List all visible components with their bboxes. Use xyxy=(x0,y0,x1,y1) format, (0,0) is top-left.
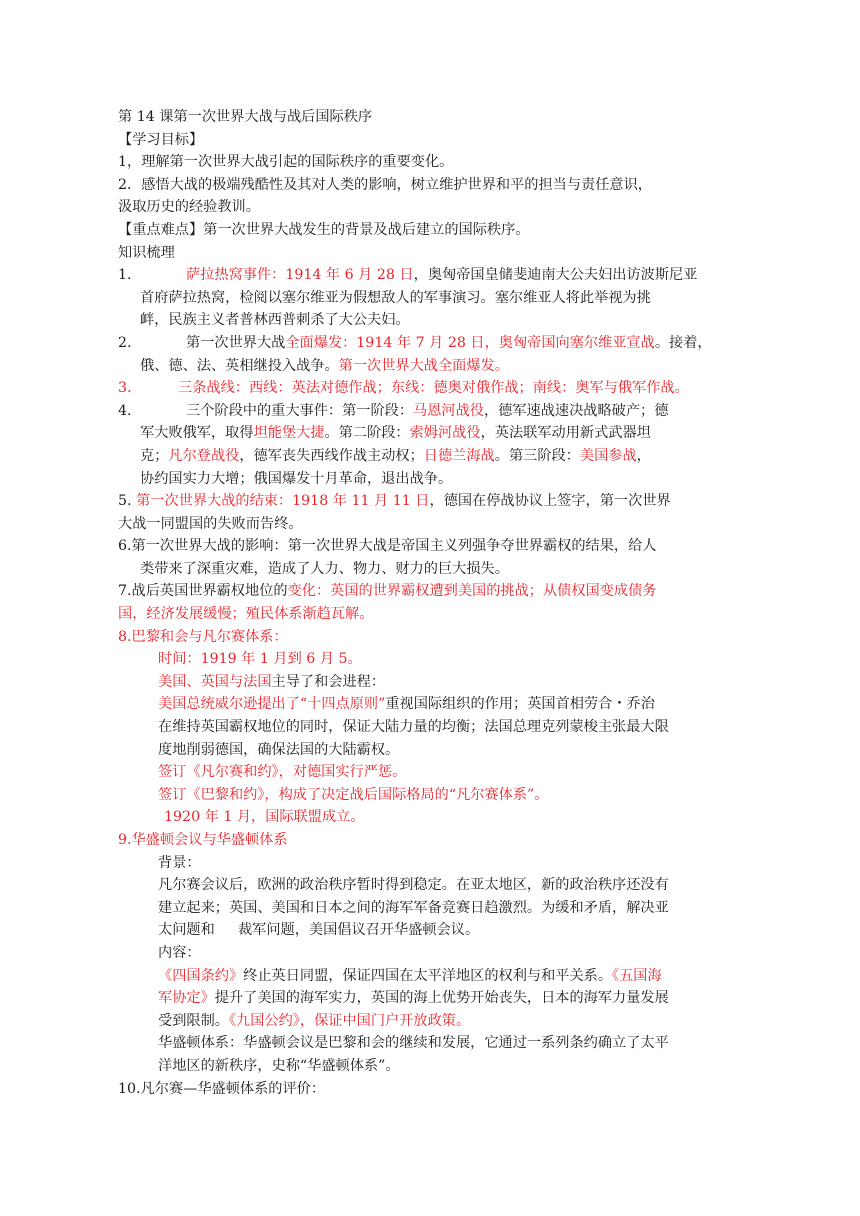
key-points xyxy=(118,219,734,242)
item-1-line-3: 衅，民族主义者普林西普刺杀了大公夫妇。 xyxy=(140,312,410,329)
item-8-leaders xyxy=(118,671,734,694)
item-9-system-line-2: 洋地区的新秩序，史称“华盛顿体系”。 xyxy=(158,1057,400,1074)
item-8-para-line-2: 在维持英国霸权地位的同时，保证大陆力量的均衡；法国总理克列蒙梭主张最大限 xyxy=(158,719,669,736)
item-8-sign-2: 签订《巴黎和约》，构成了决定战后国际格局的“凡尔赛体系”。 xyxy=(158,786,549,803)
item-4-line-1 xyxy=(118,400,734,423)
item-9-content-label: 内容： xyxy=(158,944,201,961)
battle-verdun: 凡尔登战役 xyxy=(168,447,240,464)
item-4-text-4: 。第二阶段： xyxy=(324,425,410,442)
item-9-content-text-2: 提升了美国的海军实力，英国的海上优势开始丧失，日本的海军力量发展 xyxy=(214,990,669,1007)
item-5-text: ，德国在停战协议上签字，第一次世界 xyxy=(429,493,671,510)
item-8-sign-1: 签订《凡尔赛和约》，对德国实行严惩。 xyxy=(158,764,407,781)
battle-tannenberg: 坦能堡大捷 xyxy=(253,425,325,442)
five-power-treaty: 《五国海 xyxy=(612,967,662,984)
item-8-para-line-1 xyxy=(118,693,734,716)
item-7-highlight: 变化：英国的世界霸权遭到美国的挑战；从债权国变成债务 xyxy=(287,583,657,600)
item-9-content-text-3: 受到限制。 xyxy=(158,1012,229,1029)
item-5-number: 5. xyxy=(118,493,132,510)
item-1-line-2: 首府萨拉热窝，检阅以塞尔维亚为假想敌人的军事演习。塞尔维亚人将此举视为挑 xyxy=(140,289,651,306)
item-2-text: 第一次世界大战 xyxy=(186,334,286,351)
document-page xyxy=(118,106,734,1100)
key-points-text: 第一次世界大战发生的背景及战后建立的国际秩序。 xyxy=(203,221,530,238)
item-5-line-1 xyxy=(118,490,734,513)
item-4-text-7: ，德军丧失西线作战主动权； xyxy=(239,447,424,464)
four-power-treaty: 《四国条约》 xyxy=(158,967,244,984)
item-9-bg-line-2: 建立起来；英国、美国和日本之间的海军军备竞赛日趋激烈。为缓和矛盾，解决亚 xyxy=(158,899,669,916)
item-8-para-line-3: 度地削弱德国，确保法国的大陆霸权。 xyxy=(158,741,400,758)
item-5-line-2: 大战一同盟国的失败而告终。 xyxy=(118,515,303,532)
item-2-line-1 xyxy=(118,332,734,355)
item-10-heading: 10.凡尔赛—华盛顿体系的评价： xyxy=(118,1080,326,1097)
item-9-content-line-3 xyxy=(118,1010,734,1033)
item-3-number: 3. xyxy=(118,380,132,397)
goal-2-line-1: 2．感悟大战的极端残酷性及其对人类的影响，树立维护世界和平的担当与责任意识， xyxy=(118,176,652,193)
item-2-text-3: 俄、德、法、英相继投入战争。 xyxy=(140,357,339,374)
item-8-para-text: 重视国际组织的作用；英国首相劳合・乔治 xyxy=(385,696,655,713)
item-3-line-1 xyxy=(118,377,734,400)
item-2-number: 2. xyxy=(118,334,132,351)
item-4-line-2 xyxy=(118,422,734,445)
battle-marne: 马恩河战役 xyxy=(413,402,484,419)
goal-2-line-2: 汲取历史的经验教训。 xyxy=(118,199,260,216)
item-7-line-1 xyxy=(118,580,734,603)
us-entry: 美国参战 xyxy=(579,447,637,464)
item-7-line-2: 国，经济发展缓慢；殖民体系渐趋瓦解。 xyxy=(118,606,374,623)
item-4-text: 三个阶段中的重大事件：第一阶段： xyxy=(186,402,414,419)
item-9-bg-line-3: 太问题和 裁军问题，美国倡议召开华盛顿会议。 xyxy=(158,922,480,939)
item-8-league: 1920 年 1 月，国际联盟成立。 xyxy=(164,809,365,826)
item-9-content-line-1 xyxy=(118,965,734,988)
item-2-highlight-2: 第一次世界大战全面爆发。 xyxy=(338,357,509,374)
item-9-background-label: 背景： xyxy=(158,854,201,871)
item-2-line-2 xyxy=(118,355,734,378)
item-7-text: 7.战后英国世界霸权地位的 xyxy=(118,583,288,600)
item-9-content-text: 终止英日同盟，保证四国在太平洋地区的权利与和平关系。 xyxy=(243,967,613,984)
document-title: 第 14 课第一次世界大战与战后国际秩序 xyxy=(118,109,373,125)
goal-1: 1，理解第一次世界大战引起的国际秩序的重要变化。 xyxy=(118,154,454,171)
item-9-bg-line-1: 凡尔赛会议后，欧洲的政治秩序暂时得到稳定。在亚太地区，新的政治秩序还没有 xyxy=(158,877,669,894)
item-4-text-6: 克； xyxy=(140,447,169,464)
battle-somme: 索姆河战役 xyxy=(409,425,481,442)
item-2-highlight: 全面爆发：1914 年 7 月 28 日，奥匈帝国向塞尔维亚宣战 xyxy=(285,334,655,351)
item-4-line-4: 协约国实力大增；俄国爆发十月革命，退出战争。 xyxy=(140,470,453,487)
item-1-line-1 xyxy=(118,264,734,287)
item-8-time: 时间：1919 年 1 月到 6 月 5。 xyxy=(158,651,362,668)
item-4-text-9: ， xyxy=(636,447,651,464)
item-4-text-3: 军大败俄军，取得 xyxy=(140,425,254,442)
item-9-content-line-2 xyxy=(118,987,734,1010)
five-power-treaty-2: 军协定》 xyxy=(158,990,215,1007)
knowledge-heading: 知识梳理 xyxy=(118,244,175,261)
nine-power-treaty: 《九国公约》，保证中国门户开放政策。 xyxy=(228,1012,471,1029)
item-6-line-1: 6.第一次世界大战的影响：第一次世界大战是帝国主义列强争夺世界霸权的结果，给人 xyxy=(118,538,657,555)
item-8-leaders-highlight: 美国、英国与法国 xyxy=(158,673,272,690)
key-points-label: 【重点难点】 xyxy=(118,221,204,238)
item-8-leaders-text: 主导了和会进程： xyxy=(271,673,386,690)
fourteen-points: 美国总统威尔逊提出了“十四点原则” xyxy=(158,696,386,713)
goals-heading: 【学习目标】 xyxy=(118,131,204,148)
item-6-line-2: 类带来了深重灾难，造成了人力、物力、财力的巨大损失。 xyxy=(140,560,509,577)
item-8-heading: 8.巴黎和会与凡尔赛体系： xyxy=(118,628,288,645)
battle-jutland: 日德兰海战 xyxy=(423,447,495,464)
item-1-number: 1. xyxy=(118,267,132,284)
item-4-text-8: 。第三阶段： xyxy=(494,447,580,464)
item-9-system-line-1: 华盛顿体系：华盛顿会议是巴黎和会的继续和发展，它通过一系列条约确立了太平 xyxy=(158,1035,669,1052)
item-4-text-5: ，英法联军动用新式武器坦 xyxy=(480,425,651,442)
item-2-text-2: 。接着， xyxy=(654,334,712,351)
item-3-text: 三条战线：西线：英法对德作战；东线：德奥对俄作战；南线：奥军与俄军作战。 xyxy=(178,380,689,397)
item-4-number: 4. xyxy=(118,402,132,419)
item-5-highlight: 第一次世界大战的结束：1918 年 11 月 11 日 xyxy=(136,493,430,510)
item-9-heading: 9.华盛顿会议与华盛顿体系 xyxy=(118,832,288,848)
item-1-highlight: 萨拉热窝事件：1914 年 6 月 28 日 xyxy=(186,267,414,284)
item-1-text: ，奥匈帝国皇储斐迪南大公夫妇出访波斯尼亚 xyxy=(413,267,698,284)
item-4-text-2: ，德军速战速决战略破产；德 xyxy=(483,402,669,419)
item-4-line-3 xyxy=(118,445,734,468)
